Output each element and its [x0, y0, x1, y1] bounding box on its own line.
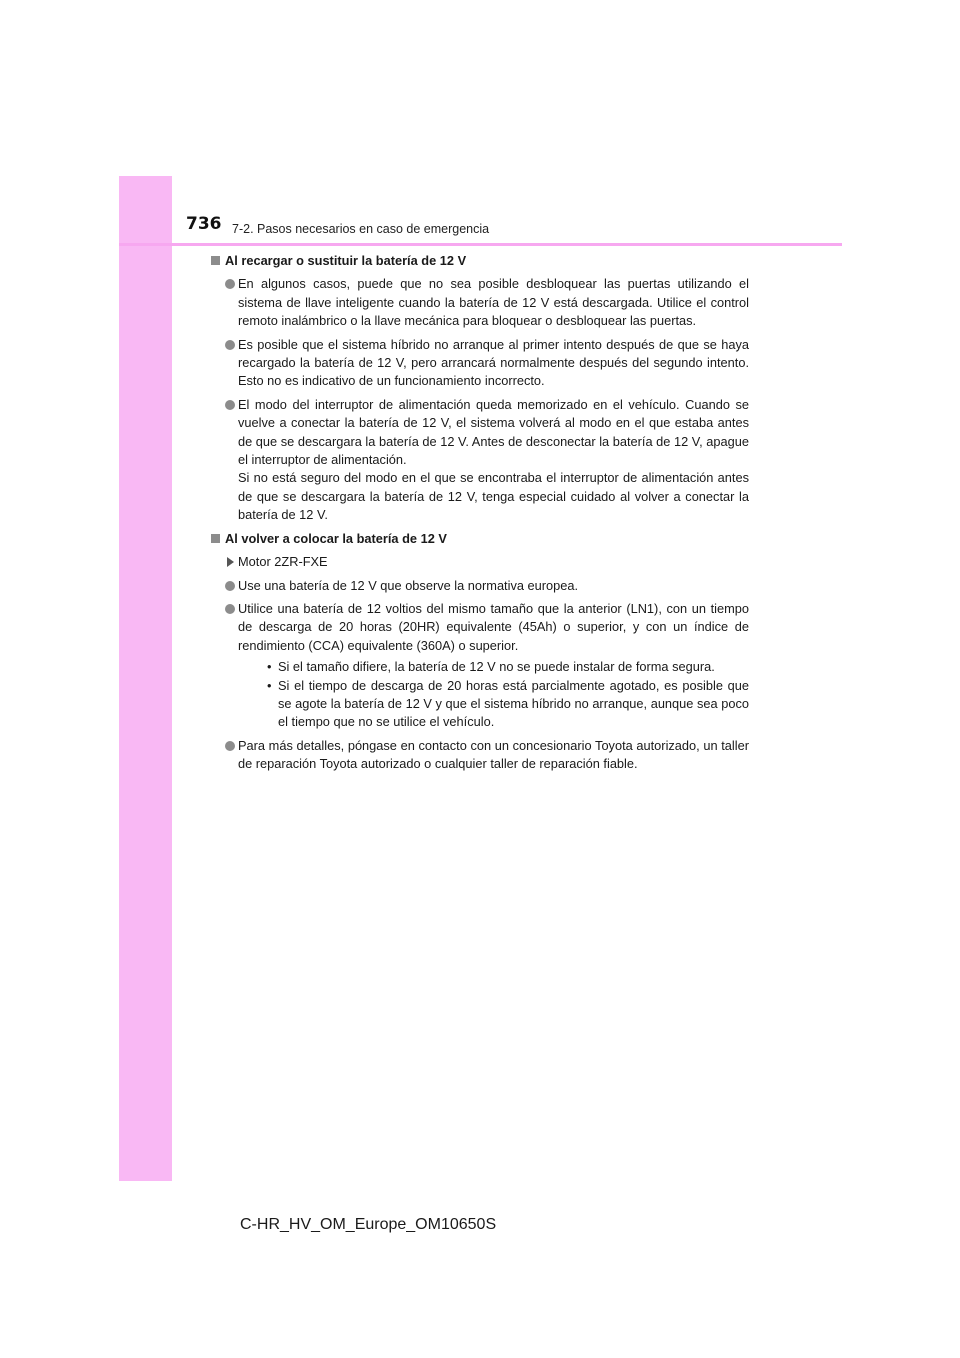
sub-list-item: • Si el tiempo de descarga de 20 horas está parcialmente agotado, es posible que se agote la batería de 12 V y que el sistema híbrido no arranque, aunque sea poco el tiempo que no se utilice el vehículo. [267, 677, 749, 730]
square-bullet-icon [211, 256, 220, 265]
circle-bullet-icon [225, 581, 235, 591]
small-dot-icon: • [267, 659, 272, 675]
small-dot-icon: • [267, 677, 272, 693]
running-head: 7-2. Pasos necesarios en caso de emergencia [232, 222, 490, 236]
page-number: 736 [186, 214, 222, 234]
triangle-arrow-icon [227, 557, 234, 567]
section-recharge [211, 252, 749, 525]
list-item: Es posible que el sistema híbrido no arranque al primer intento después de que se haya recargado la batería de 12 V, pero arrancará normalmente después del segundo intento. Esto no es indicativo de un funcionamiento incorrecto. [211, 336, 749, 391]
header-rule [119, 243, 842, 246]
circle-bullet-icon [225, 604, 235, 614]
circle-bullet-icon [225, 400, 235, 410]
list-item: En algunos casos, puede que no sea posible desbloquear las puertas utilizando el sistema de llave inteligente cuando la batería de 12 V está descargada. Utilice el control remoto inalámbrico o la llave mecánica para bloquear o desbloquear las puertas. [211, 275, 749, 330]
section-heading: Al volver a colocar la batería de 12 V [211, 530, 749, 548]
sub-list-item: • Si el tamaño difiere, la batería de 12 V no se puede instalar de forma segura. [238, 658, 749, 676]
paragraph: Si no está seguro del modo en el que se encontraba el interruptor de alimentación antes de que se descargara la batería de 12 V, tenga especial cuidado al volver a conectar la batería de 12 V. [238, 470, 749, 523]
list-item: Para más detalles, póngase en contacto con un concesionario Toyota autorizado, un taller de reparación Toyota autorizado o cualquier taller de reparación fiable. [211, 737, 749, 774]
circle-bullet-icon [225, 741, 235, 751]
page-content [211, 252, 749, 779]
paragraph: El modo del interruptor de alimentación queda memorizado en el vehículo. Cuando se vuelve a conectar la batería de 12 V, el sistema volverá al modo en el que estaba antes de que se descargara la batería de 12 V. Antes de desconectar la batería de 12 V, apague el interruptor de alimentación. [238, 396, 749, 468]
list-item [211, 396, 749, 525]
side-color-band [119, 176, 172, 1181]
circle-bullet-icon [225, 340, 235, 350]
sub-list [238, 658, 749, 732]
section-replace [211, 530, 749, 774]
list-item: Utilice una batería de 12 voltios del mismo tamaño que la anterior (LN1), con un tiempo de descarga de 20 horas (20HR) equivalente (45Ah) o superior, y con un índice de rendimiento (CCA) equivalente (360A) o superior. • Si el tamaño difiere, la batería de 12 V no se puede instalar de forma segura. • Si el tiempo de descarga de 20 horas está parcialmente agotado, es posible que se agote la batería de 12 V y que el sistema híbrido no arranque, aunque sea poco el tiempo que no se utilice el vehículo. [211, 600, 749, 732]
section-heading: Al recargar o sustituir la batería de 12 V [211, 252, 749, 270]
circle-bullet-icon [225, 279, 235, 289]
engine-label: Motor 2ZR-FXE [211, 553, 749, 571]
footer-doc-id: C-HR_HV_OM_Europe_OM10650S [240, 1216, 497, 1233]
list-item: Use una batería de 12 V que observe la normativa europea. [211, 577, 749, 595]
square-bullet-icon [211, 534, 220, 543]
